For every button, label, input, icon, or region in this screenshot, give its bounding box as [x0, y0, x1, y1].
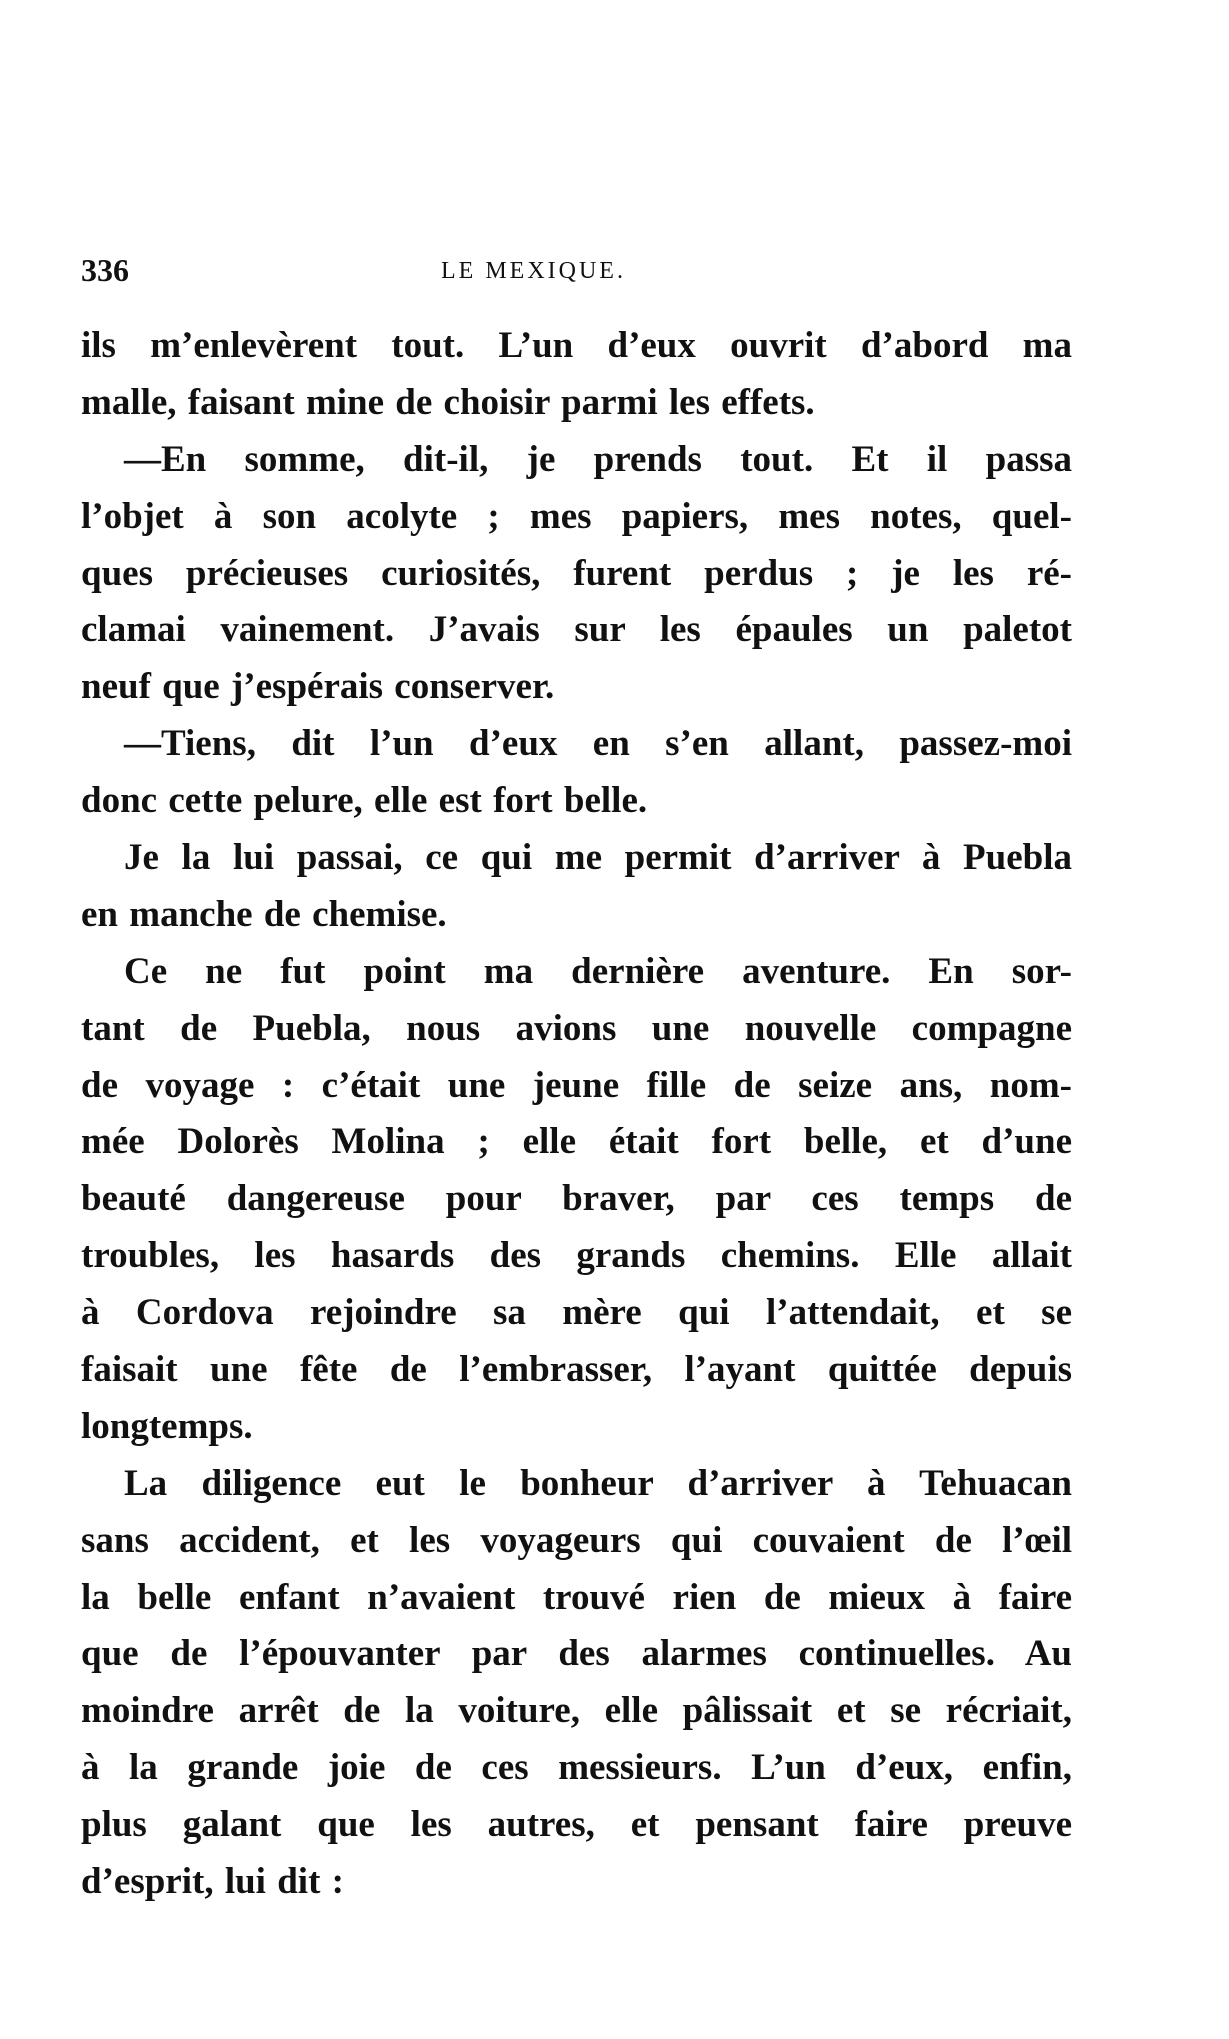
- text-line: de voyage : c’était une jeune fille de seize ans, nom-: [81, 1064, 1072, 1106]
- text-line: clamai vainement. J’avais sur les épaules un paletot: [81, 609, 1072, 651]
- text-line: ils m’enlevèrent tout. L’un d’eux ouvrit d’abord ma: [81, 325, 1072, 366]
- text-line: La diligence eut le bonheur d’arriver à Tehuacan: [124, 1462, 1072, 1504]
- text-line: sans accident, et les voyageurs qui couvaient de l’œil: [81, 1519, 1072, 1561]
- text-line: d’esprit, lui dit :: [81, 1861, 344, 1903]
- text-line: moindre arrêt de la voiture, elle pâlissait et se récriait,: [81, 1690, 1072, 1732]
- text-line: plus galant que les autres, et pensant faire preuve: [81, 1804, 1072, 1846]
- text-line: —Tiens, dit l’un d’eux en s’en allant, passez-moi: [124, 723, 1072, 765]
- text-line: neuf que j’espérais conserver.: [81, 666, 555, 708]
- text-line: donc cette pelure, elle est fort belle.: [81, 780, 648, 822]
- text-line: Ce ne fut point ma dernière aventure. En sor-: [124, 950, 1072, 992]
- text-line: —En somme, dit-il, je prends tout. Et il passa: [124, 438, 1072, 480]
- running-title: LE MEXIQUE.: [441, 258, 626, 284]
- text-line: Je la lui passai, ce qui me permit d’arriver à Puebla: [124, 837, 1072, 879]
- text-line: l’objet à son acolyte ; mes papiers, mes notes, quel-: [81, 495, 1072, 537]
- text-line: que de l’épouvanter par des alarmes continuelles. Au: [81, 1633, 1072, 1675]
- text-line: ques précieuses curiosités, furent perdus ; je les ré-: [81, 552, 1072, 594]
- text-line: à la grande joie de ces messieurs. L’un d’eux, enfin,: [81, 1747, 1072, 1789]
- page-number: 336: [81, 252, 129, 288]
- text-line: la belle enfant n’avaient trouvé rien de mieux à faire: [81, 1576, 1072, 1618]
- text-line: longtemps.: [81, 1405, 253, 1447]
- text-line: malle, faisant mine de choisir parmi les effets.: [81, 381, 815, 423]
- text-line: troubles, les hasards des grands chemins. Elle allait: [81, 1235, 1072, 1277]
- text-line: mée Dolorès Molina ; elle était fort belle, et d’une: [81, 1121, 1072, 1163]
- text-line: faisait une fête de l’embrasser, l’ayant quittée depuis: [81, 1349, 1072, 1391]
- running-head: [81, 252, 1072, 296]
- text-line: à Cordova rejoindre sa mère qui l’attendait, et se: [81, 1292, 1072, 1334]
- text-line: beauté dangereuse pour braver, par ces temps de: [81, 1178, 1072, 1220]
- body-text: [81, 318, 1072, 1911]
- text-line: tant de Puebla, nous avions une nouvelle compagne: [81, 1007, 1072, 1049]
- text-line: en manche de chemise.: [81, 893, 447, 935]
